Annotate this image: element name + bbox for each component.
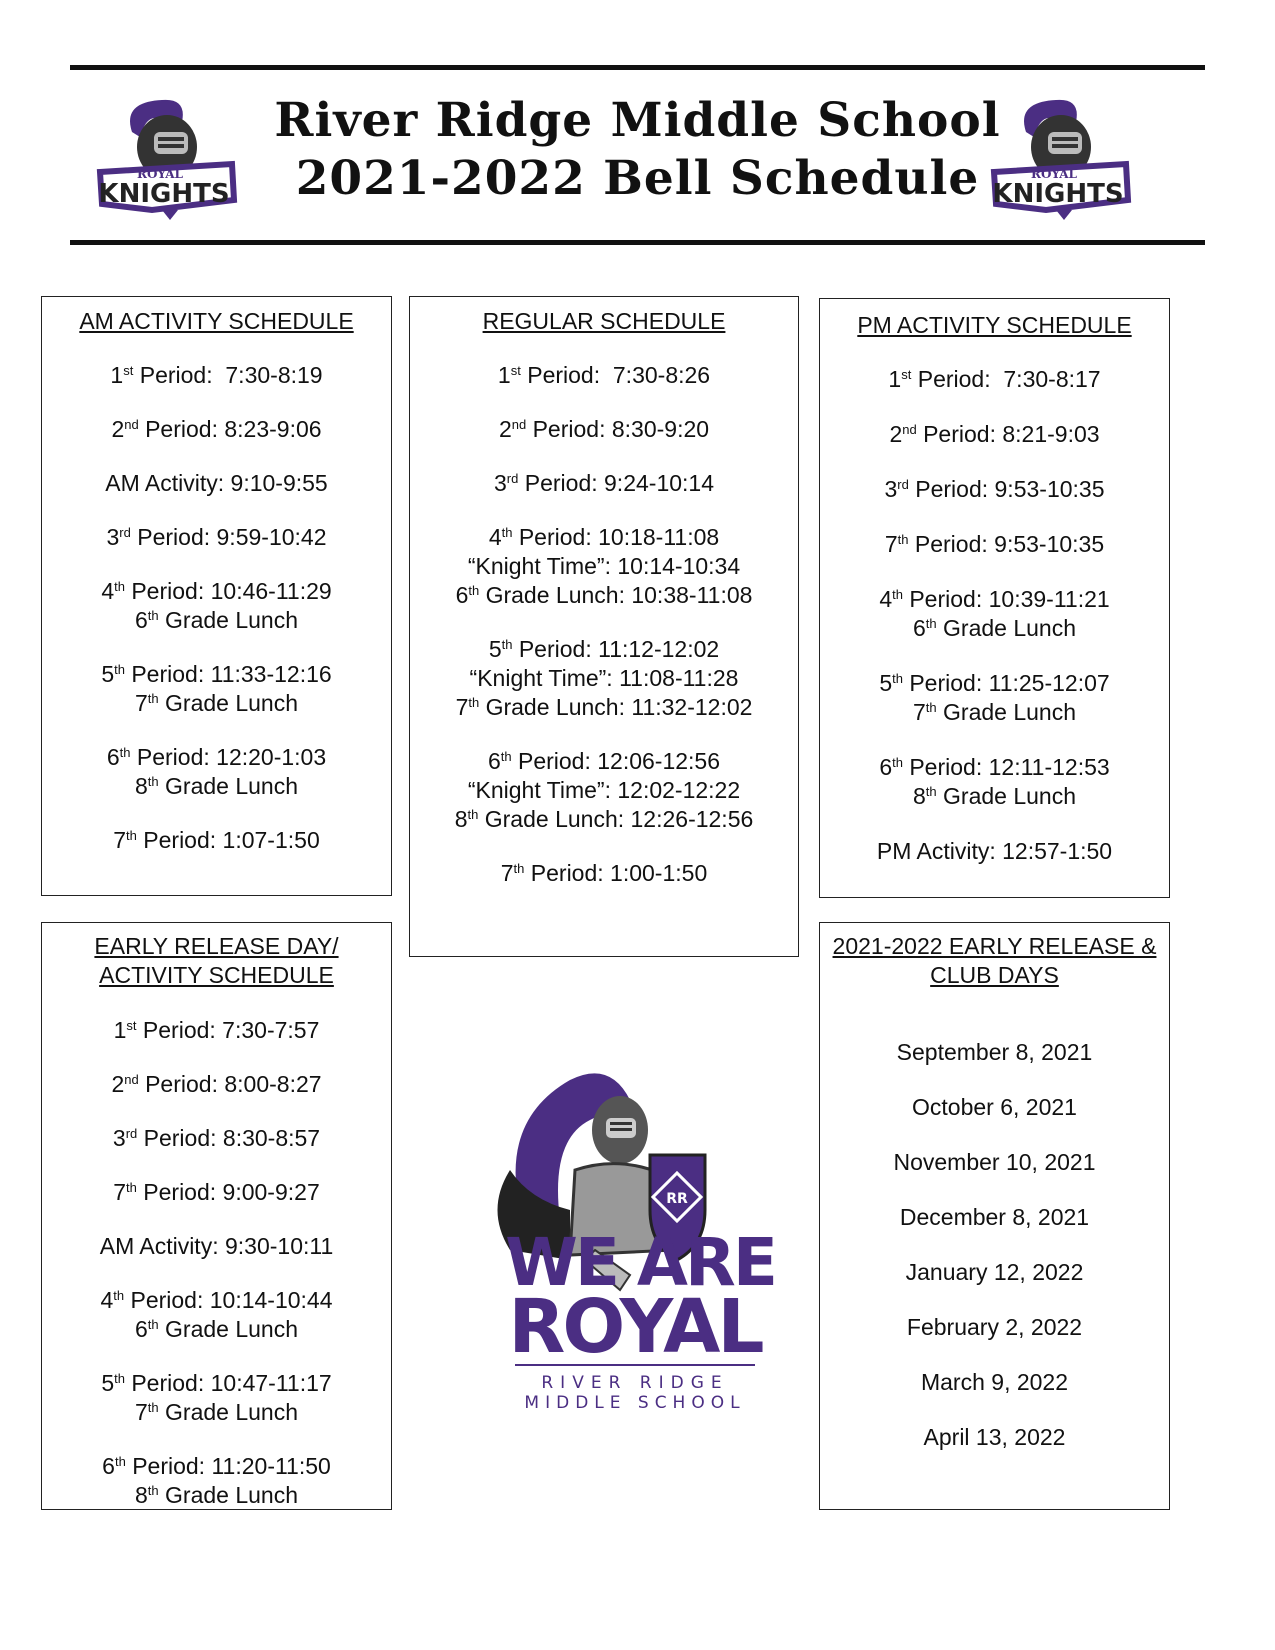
schedule-entry	[410, 635, 798, 722]
schedule-line-text: 6	[455, 582, 469, 608]
ordinal-suffix: th	[113, 1288, 125, 1303]
ordinal-suffix: th	[892, 671, 903, 686]
schedule-line-text: Period: 7:30-8:26	[520, 362, 711, 388]
schedule-line	[42, 1481, 391, 1510]
schedule-entry	[42, 469, 391, 498]
schedule-line	[42, 1070, 391, 1099]
schedule-entry	[42, 826, 391, 855]
pm-activity-entries	[820, 365, 1169, 866]
schedule-line-text: 1	[888, 366, 902, 392]
schedule-line	[410, 581, 798, 610]
ordinal-suffix: nd	[124, 1072, 139, 1087]
schedule-entry	[820, 420, 1169, 449]
schedule-entry	[820, 669, 1169, 727]
schedule-line-text: 8	[134, 773, 148, 799]
schedule-line-text: 2	[111, 416, 125, 442]
ordinal-suffix: th	[147, 1400, 159, 1415]
schedule-line-text: Period: 7:30-7:57	[136, 1017, 320, 1043]
schedule-line-text: 7	[912, 699, 926, 725]
schedule-line-text: Grade Lunch	[158, 1316, 298, 1342]
schedule-line-text: 3	[884, 476, 898, 502]
schedule-entry	[42, 523, 391, 552]
schedule-line	[820, 698, 1169, 727]
schedule-line	[410, 747, 798, 776]
schedule-line-text: 7	[134, 690, 148, 716]
schedule-line-text: 6	[879, 754, 893, 780]
schedule-line-text: 3	[112, 1125, 126, 1151]
club-day-date: January 12, 2022	[905, 1259, 1084, 1285]
svg-text:KNIGHTS: KNIGHTS	[98, 179, 230, 209]
schedule-line-text: 5	[879, 670, 893, 696]
pm-activity-schedule-box	[819, 298, 1170, 898]
club-days-heading-line2: CLUB DAYS	[930, 962, 1059, 988]
schedule-line-text: Period: 10:14-10:44	[124, 1287, 333, 1313]
early-release-heading-line1: EARLY RELEASE DAY/	[94, 933, 339, 959]
schedule-entry	[820, 585, 1169, 643]
schedule-line	[410, 469, 798, 498]
schedule-entry	[820, 475, 1169, 504]
schedule-line	[42, 1016, 391, 1045]
schedule-line-text: Grade Lunch	[936, 783, 1076, 809]
schedule-line	[410, 552, 798, 581]
schedule-line-text: Period: 10:46-11:29	[124, 578, 332, 604]
schedule-line-text: 3	[494, 470, 507, 496]
schedule-line	[820, 420, 1169, 449]
schedule-line-text: Period: 12:11-12:53	[902, 754, 1110, 780]
schedule-line-text: 7	[500, 860, 514, 886]
schedule-line	[410, 361, 798, 390]
schedule-line	[42, 361, 391, 390]
schedule-line	[42, 469, 391, 498]
schedule-line-text: Period: 7:30-8:17	[911, 366, 1101, 392]
schedule-line-text: 7	[455, 694, 469, 720]
schedule-line-text: Period: 10:39-11:21	[902, 586, 1110, 612]
schedule-line-text: 4	[100, 1287, 114, 1313]
club-days-list	[820, 1038, 1169, 1452]
schedule-entry	[410, 523, 798, 610]
ordinal-suffix: th	[513, 861, 525, 876]
schedule-line-text: Period: 11:25-12:07	[902, 670, 1110, 696]
schedule-entry	[42, 1452, 391, 1510]
schedule-line-text: 2	[889, 421, 903, 447]
ordinal-suffix: st	[123, 363, 134, 378]
schedule-line	[820, 782, 1169, 811]
ordinal-suffix: th	[114, 662, 125, 677]
schedule-entry	[410, 747, 798, 834]
schedule-line	[42, 1124, 391, 1153]
schedule-line-text: 6	[134, 1316, 148, 1342]
schedule-line-text: AM Activity: 9:10-9:55	[105, 470, 328, 496]
ordinal-suffix: th	[147, 1483, 159, 1498]
schedule-entry	[820, 530, 1169, 559]
am-activity-heading: AM ACTIVITY SCHEDULE	[79, 308, 354, 334]
schedule-line	[42, 772, 391, 801]
ordinal-suffix: rd	[125, 1126, 138, 1141]
ordinal-suffix: th	[892, 587, 903, 602]
schedule-line	[410, 693, 798, 722]
am-activity-entries	[42, 361, 391, 855]
schedule-line	[820, 475, 1169, 504]
schedule-line-text: Period: 9:24-10:14	[518, 470, 714, 496]
svg-text:ROYAL: ROYAL	[508, 1284, 762, 1370]
schedule-line-text: Period: 11:12-12:02	[512, 636, 720, 662]
ordinal-suffix: th	[468, 583, 480, 598]
schedule-line	[42, 1398, 391, 1427]
schedule-line	[410, 523, 798, 552]
schedule-line-text: “Knight Time”: 10:14-10:34	[467, 553, 741, 579]
ordinal-suffix: th	[114, 1371, 125, 1386]
svg-text:ROYAL: ROYAL	[1031, 167, 1077, 181]
ordinal-suffix: th	[925, 784, 937, 799]
schedule-entry	[42, 1070, 391, 1099]
schedule-line-text: Grade Lunch: 12:26-12:56	[478, 806, 754, 832]
schedule-line-text: Period: 1:07-1:50	[136, 827, 320, 853]
ordinal-suffix: rd	[119, 525, 131, 540]
ordinal-suffix: th	[501, 637, 513, 652]
schedule-line-text: 7	[884, 531, 898, 557]
ordinal-suffix: th	[147, 691, 159, 706]
schedule-line-text: Grade Lunch	[936, 699, 1076, 725]
club-day-date: December 8, 2021	[899, 1204, 1090, 1230]
ordinal-suffix: rd	[506, 471, 519, 486]
svg-text:RIVER RIDGE: RIVER RIDGE	[541, 1373, 729, 1393]
club-day-date: March 9, 2022	[920, 1369, 1069, 1395]
schedule-entry	[410, 361, 798, 390]
schedule-line	[42, 577, 391, 606]
club-day-date: November 10, 2021	[893, 1149, 1096, 1175]
schedule-line-text: 6	[487, 748, 501, 774]
bottom-rule	[70, 240, 1205, 245]
schedule-line-text: Period: 7:30-8:19	[133, 362, 323, 388]
early-release-schedule-box	[41, 922, 392, 1510]
schedule-line	[42, 1452, 391, 1481]
title-school-name: River Ridge Middle School	[274, 93, 1001, 148]
early-release-entries	[42, 1016, 391, 1510]
ordinal-suffix: th	[500, 749, 512, 764]
schedule-entry	[410, 469, 798, 498]
schedule-line	[42, 826, 391, 855]
ordinal-suffix: st	[901, 367, 912, 382]
ordinal-suffix: th	[114, 1454, 126, 1469]
schedule-line	[410, 415, 798, 444]
ordinal-suffix: th	[147, 608, 159, 623]
regular-schedule-entries	[410, 361, 798, 888]
schedule-line	[42, 1232, 391, 1261]
schedule-line-text: 1	[497, 362, 511, 388]
schedule-line	[820, 669, 1169, 698]
schedule-entry	[820, 753, 1169, 811]
schedule-line-text: Period: 9:53-10:35	[908, 476, 1105, 502]
schedule-line-text: 4	[488, 524, 502, 550]
schedule-line	[42, 689, 391, 718]
schedule-line-text: “Knight Time”: 12:02-12:22	[467, 777, 741, 803]
schedule-line	[410, 776, 798, 805]
schedule-line	[410, 664, 798, 693]
schedule-line-text: 2	[498, 416, 512, 442]
schedule-line-text: 4	[101, 578, 115, 604]
ordinal-suffix: st	[510, 363, 521, 378]
schedule-line-text: 4	[879, 586, 893, 612]
schedule-line-text: 7	[113, 1179, 127, 1205]
schedule-line	[42, 1369, 391, 1398]
schedule-line-text: 8	[454, 806, 468, 832]
schedule-line-text: Grade Lunch	[936, 615, 1076, 641]
schedule-line-text: Grade Lunch	[158, 607, 298, 633]
schedule-line-text: Period: 9:00-9:27	[136, 1179, 320, 1205]
schedule-line-text: 3	[106, 524, 120, 550]
regular-schedule-heading: REGULAR SCHEDULE	[482, 308, 726, 334]
schedule-line-text: 6	[134, 607, 148, 633]
svg-text:WE ARE: WE ARE	[505, 1224, 775, 1301]
page-title	[200, 92, 1075, 208]
schedule-line-text: Period: 10:47-11:17	[124, 1370, 332, 1396]
ordinal-suffix: th	[897, 532, 909, 547]
schedule-entry	[820, 837, 1169, 866]
ordinal-suffix: th	[126, 828, 137, 843]
schedule-entry	[42, 1369, 391, 1427]
schedule-entry	[42, 1178, 391, 1207]
schedule-line	[820, 585, 1169, 614]
ordinal-suffix: th	[147, 1317, 159, 1332]
ordinal-suffix: nd	[124, 417, 139, 432]
club-days-heading-line1: 2021-2022 EARLY RELEASE &	[832, 933, 1157, 959]
schedule-entry	[410, 859, 798, 888]
schedule-line-text: Grade Lunch	[158, 773, 298, 799]
ordinal-suffix: th	[467, 807, 479, 822]
ordinal-suffix: th	[892, 755, 903, 770]
schedule-line	[42, 1315, 391, 1344]
ordinal-suffix: th	[126, 1180, 137, 1195]
svg-text:RR: RR	[666, 1191, 688, 1207]
schedule-line-text: Period: 8:30-9:20	[526, 416, 710, 442]
top-rule	[70, 65, 1205, 70]
ordinal-suffix: th	[119, 745, 131, 760]
schedule-line	[42, 1178, 391, 1207]
schedule-line-text: 1	[113, 1017, 127, 1043]
pm-activity-heading: PM ACTIVITY SCHEDULE	[857, 312, 1132, 338]
schedule-line-text: Grade Lunch: 11:32-12:02	[479, 694, 753, 720]
we-are-royal-crest	[480, 1060, 810, 1440]
schedule-line-text: 5	[101, 661, 115, 687]
schedule-line-text: Grade Lunch	[158, 1399, 298, 1425]
schedule-line-text: 2	[111, 1071, 125, 1097]
schedule-line-text: 7	[134, 1399, 148, 1425]
am-activity-schedule-box	[41, 296, 392, 896]
schedule-entry	[42, 1124, 391, 1153]
schedule-line-text: Period: 11:20-11:50	[125, 1453, 331, 1479]
schedule-entry	[42, 361, 391, 390]
schedule-line	[42, 415, 391, 444]
schedule-line-text: Period: 8:00-8:27	[138, 1071, 322, 1097]
schedule-line	[820, 614, 1169, 643]
ordinal-suffix: th	[147, 774, 159, 789]
schedule-line	[410, 805, 798, 834]
schedule-line-text: Period: 8:23-9:06	[138, 416, 322, 442]
schedule-line-text: Period: 10:18-11:08	[512, 524, 720, 550]
svg-text:KNIGHTS: KNIGHTS	[992, 179, 1124, 209]
schedule-line-text: PM Activity: 12:57-1:50	[876, 838, 1113, 864]
schedule-line-text: Period: 8:30-8:57	[137, 1125, 321, 1151]
schedule-line-text: Grade Lunch	[158, 1482, 298, 1508]
regular-schedule-box	[409, 296, 799, 957]
svg-text:MIDDLE SCHOOL: MIDDLE SCHOOL	[524, 1393, 746, 1413]
schedule-entry	[820, 365, 1169, 394]
schedule-line-text: Period: 9:59-10:42	[130, 524, 327, 550]
schedule-line-text: Grade Lunch	[158, 690, 298, 716]
club-day-date: October 6, 2021	[912, 1094, 1077, 1120]
schedule-line	[42, 743, 391, 772]
schedule-line-text: Period: 12:06-12:56	[511, 748, 721, 774]
schedule-entry	[42, 660, 391, 718]
schedule-line-text: Period: 9:53-10:35	[908, 531, 1105, 557]
schedule-line-text: 6	[912, 615, 926, 641]
club-day-date: April 13, 2022	[923, 1424, 1066, 1450]
ordinal-suffix: th	[501, 525, 513, 540]
schedule-entry	[410, 415, 798, 444]
schedule-line-text: 8	[134, 1482, 148, 1508]
schedule-line-text: Period: 1:00-1:50	[524, 860, 708, 886]
schedule-line	[820, 530, 1169, 559]
schedule-line	[410, 635, 798, 664]
schedule-line-text: Period: 8:21-9:03	[916, 421, 1100, 447]
ordinal-suffix: th	[925, 616, 937, 631]
ordinal-suffix: th	[468, 695, 480, 710]
schedule-line-text: Period: 11:33-12:16	[124, 661, 332, 687]
ordinal-suffix: nd	[511, 417, 527, 432]
schedule-line	[820, 753, 1169, 782]
ordinal-suffix: th	[925, 700, 937, 715]
schedule-line	[42, 606, 391, 635]
schedule-line	[820, 837, 1169, 866]
schedule-line-text: 7	[113, 827, 127, 853]
schedule-line-text: 6	[106, 744, 120, 770]
title-schedule-year: 2021-2022 Bell Schedule	[295, 151, 980, 206]
schedule-line-text: Grade Lunch: 10:38-11:08	[479, 582, 753, 608]
schedule-entry	[42, 1232, 391, 1261]
ordinal-suffix: st	[126, 1018, 137, 1033]
schedule-line-text: 8	[912, 783, 926, 809]
ordinal-suffix: nd	[902, 422, 917, 437]
schedule-line	[410, 859, 798, 888]
schedule-line	[42, 523, 391, 552]
schedule-line-text: 5	[101, 1370, 115, 1396]
schedule-line-text: 6	[102, 1453, 115, 1479]
schedule-line-text: 1	[110, 362, 124, 388]
club-day-date: February 2, 2022	[906, 1314, 1083, 1340]
schedule-entry	[42, 1016, 391, 1045]
schedule-entry	[42, 577, 391, 635]
ordinal-suffix: th	[114, 579, 125, 594]
club-day-date: September 8, 2021	[896, 1039, 1093, 1065]
royal-knights-logo-right	[986, 92, 1136, 232]
ordinal-suffix: rd	[897, 477, 909, 492]
schedule-line-text: 5	[488, 636, 502, 662]
schedule-line-text: “Knight Time”: 11:08-11:28	[469, 665, 739, 691]
schedule-entry	[42, 1286, 391, 1344]
schedule-line-text: AM Activity: 9:30-10:11	[99, 1233, 334, 1259]
schedule-line	[42, 660, 391, 689]
schedule-entry	[42, 743, 391, 801]
schedule-line	[820, 365, 1169, 394]
schedule-line-text: Period: 12:20-1:03	[130, 744, 327, 770]
schedule-line	[42, 1286, 391, 1315]
svg-text:ROYAL: ROYAL	[137, 167, 183, 181]
club-days-box	[819, 922, 1170, 1510]
schedule-entry	[42, 415, 391, 444]
early-release-heading-line2: ACTIVITY SCHEDULE	[99, 962, 334, 988]
